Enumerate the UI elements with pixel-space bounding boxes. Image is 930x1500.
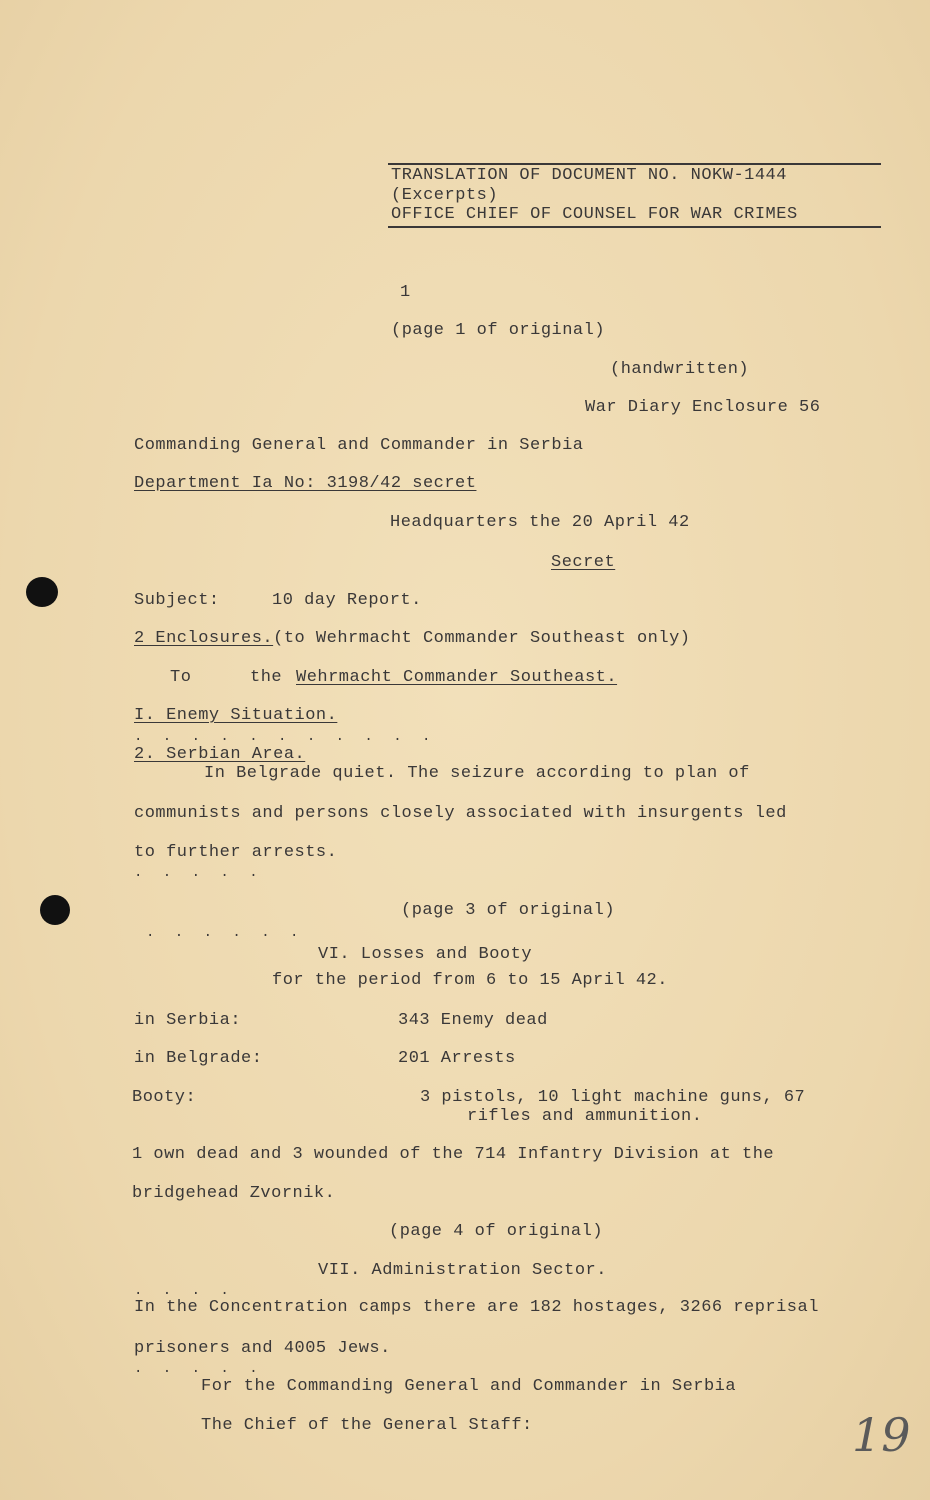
header-line-2: (Excerpts)	[391, 186, 499, 205]
paragraph-1-line-2: communists and persons closely associated with insurgents led	[134, 804, 787, 823]
own-losses-line-1: 1 own dead and 3 wounded of the 714 Infantry Division at the	[132, 1145, 775, 1164]
section-6-text: VI. Losses and Booty	[318, 945, 533, 964]
ellipsis-5: . . . . .	[134, 865, 264, 881]
paragraph-1-line-1: In Belgrade quiet. The seizure according to plan of	[204, 764, 750, 783]
punch-hole-top	[26, 577, 58, 607]
enclosures-label: 2 Enclosures.	[134, 629, 274, 648]
section-7-heading: VII. Administration Sector.	[318, 1261, 607, 1280]
header-line-3: OFFICE CHIEF OF COUNSEL FOR WAR CRIMES	[391, 205, 798, 224]
page-number: 1	[400, 283, 411, 302]
punch-hole-bottom	[40, 895, 70, 925]
ellipsis-6: . . . . . .	[146, 925, 305, 941]
section-2-text: 2. Serbian Area.	[134, 745, 306, 764]
header-bottom-rule	[388, 226, 881, 228]
camps-line-2: prisoners and 4005 Jews.	[134, 1339, 391, 1358]
booty-label: Booty:	[132, 1088, 197, 1107]
to-label: To	[170, 668, 192, 687]
header-top-rule	[388, 163, 881, 165]
section-6-period: for the period from 6 to 15 April 42.	[272, 971, 668, 990]
ellipsis-long: . . . . . . . . . . .	[134, 729, 437, 745]
booty-line-1: 3 pistols, 10 light machine guns, 67	[420, 1088, 806, 1107]
closing-line-1: For the Commanding General and Commander in Serbia	[201, 1377, 737, 1396]
page-reference-1: (page 1 of original)	[391, 321, 606, 340]
camps-line-1: In the Concentration camps there are 182 hostages, 3266 reprisal	[134, 1298, 819, 1317]
handwritten-note: (handwritten)	[610, 360, 750, 379]
closing-line-2: The Chief of the General Staff:	[201, 1416, 533, 1435]
to-the: the	[250, 668, 283, 687]
section-6-heading	[318, 945, 532, 965]
page-reference-4: (page 4 of original)	[389, 1222, 604, 1241]
subject-label: Subject:	[134, 591, 220, 610]
to-recipient: Wehrmacht Commander Southeast.	[296, 668, 618, 687]
losses-belgrade-label: in Belgrade:	[134, 1049, 263, 1068]
war-diary-enclosure: War Diary Enclosure 56	[585, 398, 821, 417]
ellipsis-5b: . . . . .	[134, 1361, 264, 1377]
own-losses-line-2: bridgehead Zvornik.	[132, 1184, 336, 1203]
paragraph-1-line-3: to further arrests.	[134, 843, 338, 862]
department-reference: Department Ia No: 3198/42 secret	[134, 474, 477, 493]
ellipsis-4: . . . .	[134, 1283, 235, 1299]
subject-value: 10 day Report.	[272, 591, 422, 610]
page-reference-3: (page 3 of original)	[401, 901, 616, 920]
booty-line-2: rifles and ammunition.	[467, 1107, 703, 1126]
losses-belgrade-value: 201 Arrests	[398, 1049, 516, 1068]
section-2-heading	[134, 745, 305, 765]
classification: Secret	[551, 553, 616, 572]
enclosures-note: (to Wehrmacht Commander Southeast only)	[273, 629, 691, 648]
losses-serbia-value: 343 Enemy dead	[398, 1011, 548, 1030]
archive-page-mark: 19	[852, 1408, 911, 1462]
headquarters-date: Headquarters the 20 April 42	[390, 513, 690, 532]
header-line-1: TRANSLATION OF DOCUMENT NO. NOKW-1444	[391, 166, 787, 185]
losses-serbia-label: in Serbia:	[134, 1011, 242, 1030]
section-1-heading: I. Enemy Situation.	[134, 706, 338, 725]
sender: Commanding General and Commander in Serbia	[134, 436, 584, 455]
enclosures-line	[134, 629, 691, 649]
